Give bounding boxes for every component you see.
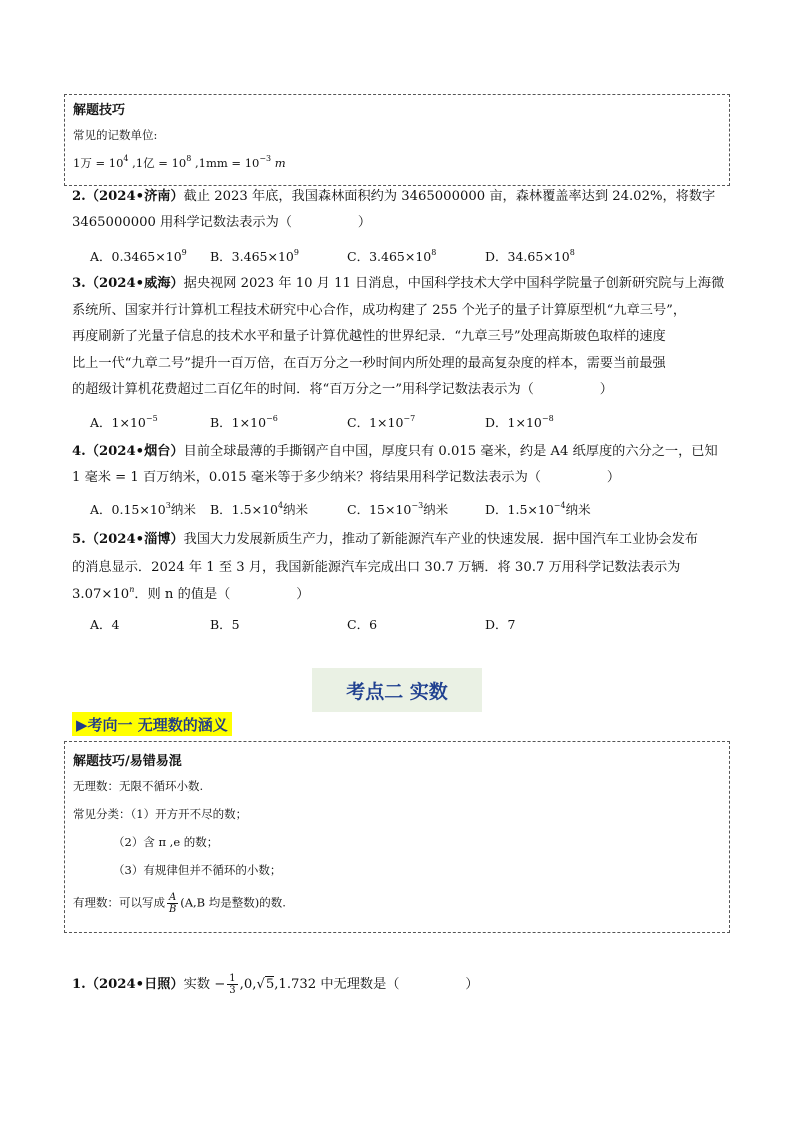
tip-box-irrational (64, 741, 730, 933)
option-d: D．7 (485, 617, 516, 632)
question-text: 的超级计算机花费超过二百亿年的时间．将“百万分之一”用科学记数法表示为（ ） (72, 382, 613, 397)
fraction: $\frac{1}{3}$ (229, 973, 236, 996)
tip-line: （3）有规律但并不循环的小数； (113, 863, 282, 877)
question-number: 5.（2024•淄博） (72, 532, 184, 547)
option-a: A．4 (90, 617, 120, 632)
question-text: 系统所、国家并行计算机工程技术研究中心合作，成功构建了 255 个光子的量子计算原型机“九章三号”， (72, 302, 687, 318)
option-a: A．$1\times 10^{-5}$ (90, 414, 158, 430)
question-text: 据央视网 2023 年 10 月 11 日消息，中国科学技术大学中国科学院量子创新研究院与上海微 (183, 276, 725, 291)
option-d: D．$1.5\times 10^{-4}$纳米 (485, 501, 591, 517)
tip-formula: 1万 = $10^4$ ,1亿 = $10^8$ $,1mm = 10^{-3}$ m (73, 154, 286, 170)
question-text: 1 毫米 = 1 百万纳米，0.015 毫米等于多少纳米？将结果用科学记数法表示为（ ） (72, 470, 621, 485)
fraction: $\frac{A}{B}$ (168, 892, 177, 915)
direction-label: ▶考向一 无理数的涵义 (72, 712, 232, 736)
option-c: C．6 (347, 617, 378, 632)
question-text: 目前全球最薄的手撕钢产自中国，厚度只有 0.015 毫米，约是 A4 纸厚度的六分之一，已知 (183, 444, 718, 459)
question-4 (72, 439, 732, 491)
option-d: D．$1\times 10^{-8}$ (485, 414, 554, 430)
question-number: 2.（2024•济南） (72, 189, 184, 204)
question-text: 截止 2023 年底，我国森林面积约为 3465000000 亩，森林覆盖率达到 24.02%，将数字 (183, 189, 716, 204)
question-text: $3.07\times 10^n$．则 n 的值是（ ） (72, 585, 310, 602)
tip-box-counting-units (64, 94, 730, 186)
option-c: C．$3.465\times 10^8$ (347, 248, 437, 264)
question-5 (72, 526, 732, 609)
tip-line: 常见分类：（1）开方开不尽的数； (73, 807, 248, 821)
sqrt-symbol: √ (256, 977, 265, 992)
option-b: B．$3.465\times 10^9$ (210, 248, 299, 264)
question-number: 3.（2024•威海） (72, 276, 184, 291)
option-b: B．5 (210, 617, 240, 632)
tip-line: （2）含 π ,e 的数； (113, 835, 219, 849)
option-c: C．$1\times 10^{-7}$ (347, 414, 416, 430)
option-c: C．$15\times 10^{-3}$纳米 (347, 501, 449, 517)
tip-line: 无理数：无限不循环小数. (73, 779, 204, 793)
question-3 (72, 271, 732, 404)
question-text: 3465000000 用科学记数法表示为（ ） (72, 215, 372, 230)
tip-subtitle: 常见的记数单位: (73, 128, 158, 142)
tip-rational-line: 有理数：可以写成 $\frac{A}{B}$ (A,B 均是整数)的数. (73, 892, 286, 915)
question-number: 1.（2024•日照） (72, 977, 184, 992)
question-text: 的消息显示．2024 年 1 至 3 月，我国新能源汽车完成出口 30.7 万辆．将 30.7 万用科学记数法表示为 (72, 559, 681, 575)
tip-title: 解题技巧/易错易混 (73, 754, 182, 769)
option-b: B．$1\times 10^{-6}$ (210, 414, 278, 430)
option-d: D．$34.65\times 10^8$ (485, 248, 575, 264)
section-heading: 考点二 实数 (312, 668, 482, 712)
tip-title: 解题技巧 (73, 103, 126, 118)
question-number: 4.（2024•烟台） (72, 444, 184, 459)
question-text: 我国大力发展新质生产力，推动了新能源汽车产业的快速发展．据中国汽车工业协会发布 (183, 532, 698, 547)
question-text: 比上一代“九章二号”提升一百万倍，在百万分之一秒时间内所处理的最高复杂度的样本，需要当前最强 (72, 355, 666, 371)
option-a: A．$0.15\times 10^3$纳米 (90, 501, 196, 517)
question-text: 再度刷新了光量子信息的技术水平和量子计算优越性的世界纪录．“九章三号”处理高斯玻色取样的速度 (72, 329, 666, 344)
question-2 (72, 184, 732, 236)
question-1: 1.（2024•日照）实数 − $\frac{1}{3}$ ,0,√5,1.732 中无理数是（ ） (72, 973, 479, 996)
option-a: A．$0.3465\times 10^9$ (90, 248, 187, 264)
option-b: B．$1.5\times 10^4$纳米 (210, 501, 309, 517)
